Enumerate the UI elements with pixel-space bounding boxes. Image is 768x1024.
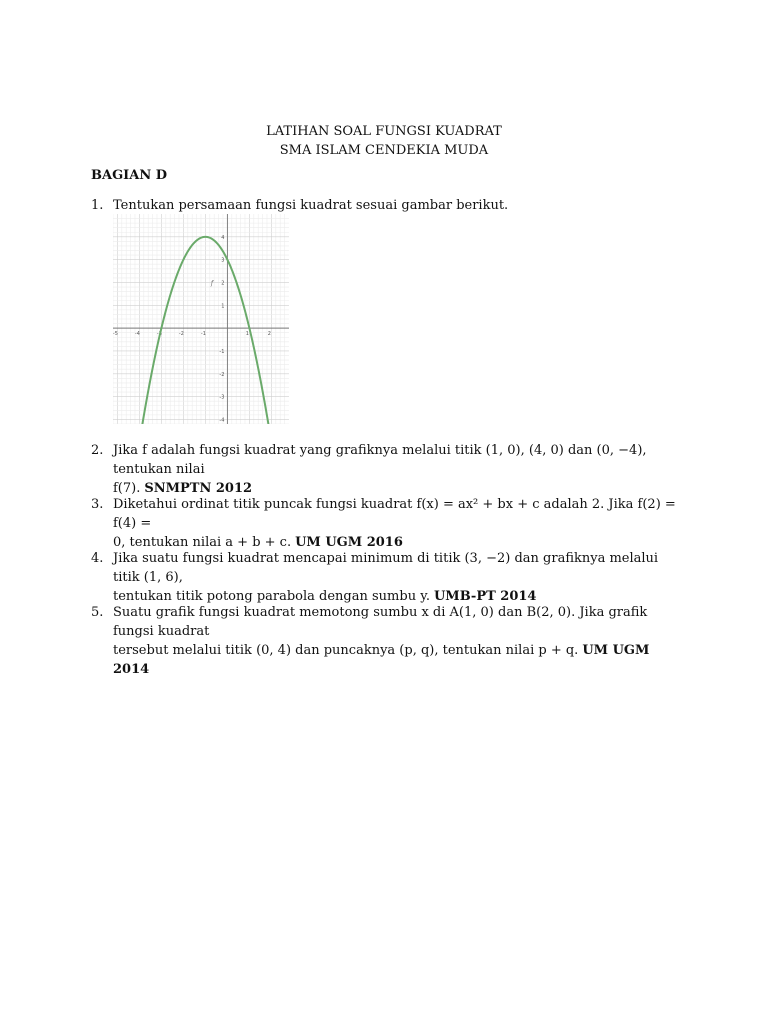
x-tick-label: -5 bbox=[113, 331, 118, 338]
question-text-line1: Suatu grafik fungsi kuadrat memotong sumbu x di A(1, 0) dan B(2, 0). Jika grafik fungsi kuadrat bbox=[113, 605, 648, 639]
question-number: 3. bbox=[91, 497, 104, 512]
question-number: 2. bbox=[91, 443, 104, 458]
y-tick-label: -1 bbox=[219, 348, 225, 355]
x-tick-label: 1 bbox=[245, 331, 249, 338]
question-text: Tentukan persamaan fungsi kuadrat sesuai gambar berikut. bbox=[113, 198, 509, 213]
worksheet-title: LATIHAN SOAL FUNGSI KUADRAT bbox=[266, 124, 502, 139]
x-tick-label: -2 bbox=[178, 331, 184, 338]
question-number: 5. bbox=[91, 605, 104, 620]
question-source: SNMPTN 2012 bbox=[144, 481, 253, 496]
question-text-line2: 0, tentukan nilai a + b + c. bbox=[113, 535, 292, 550]
question-source: UM UGM 2016 bbox=[295, 535, 403, 550]
question-text-line2: tersebut melalui titik (0, 4) dan puncaknya (p, q), tentukan nilai p + q. bbox=[113, 643, 579, 658]
question-number: 1. bbox=[91, 198, 104, 213]
question-text-line1: Jika f adalah fungsi kuadrat yang grafiknya melalui titik (1, 0), (4, 0) dan (0, −4), tentukan nilai bbox=[113, 443, 647, 477]
y-tick-label: -3 bbox=[219, 394, 225, 401]
x-tick-label: -1 bbox=[200, 331, 206, 338]
parabola-graph bbox=[113, 214, 289, 424]
question-number: 4. bbox=[91, 551, 104, 566]
question-text-line2: f(7). bbox=[113, 481, 141, 496]
school-name: SMA ISLAM CENDEKIA MUDA bbox=[279, 143, 489, 158]
question-text-line1: Jika suatu fungsi kuadrat mencapai minimum di titik (3, −2) dan grafiknya melalui titik (1, 6), bbox=[113, 551, 659, 585]
y-tick-label: 2 bbox=[221, 280, 225, 287]
function-label: f bbox=[210, 279, 214, 287]
question-source: UMB-PT 2014 bbox=[433, 589, 537, 604]
question-text-line1: Diketahui ordinat titik puncak fungsi kuadrat f(x) = ax² + bx + c adalah 2. Jika f(2) = f(4) = bbox=[113, 497, 676, 531]
y-tick-label: -4 bbox=[219, 417, 225, 424]
y-tick-label: 4 bbox=[221, 234, 225, 241]
question-text-line2: tentukan titik potong parabola dengan sumbu y. bbox=[113, 589, 430, 604]
y-tick-label: 1 bbox=[221, 303, 225, 310]
y-tick-label: -2 bbox=[219, 371, 225, 378]
y-tick-label: 3 bbox=[221, 257, 225, 264]
section-heading: BAGIAN D bbox=[91, 168, 168, 183]
question-source: UM UGM 2014 bbox=[113, 643, 650, 677]
x-tick-label: -4 bbox=[134, 331, 140, 338]
x-tick-label: 2 bbox=[267, 331, 271, 338]
x-tick-label: -3 bbox=[156, 331, 162, 338]
